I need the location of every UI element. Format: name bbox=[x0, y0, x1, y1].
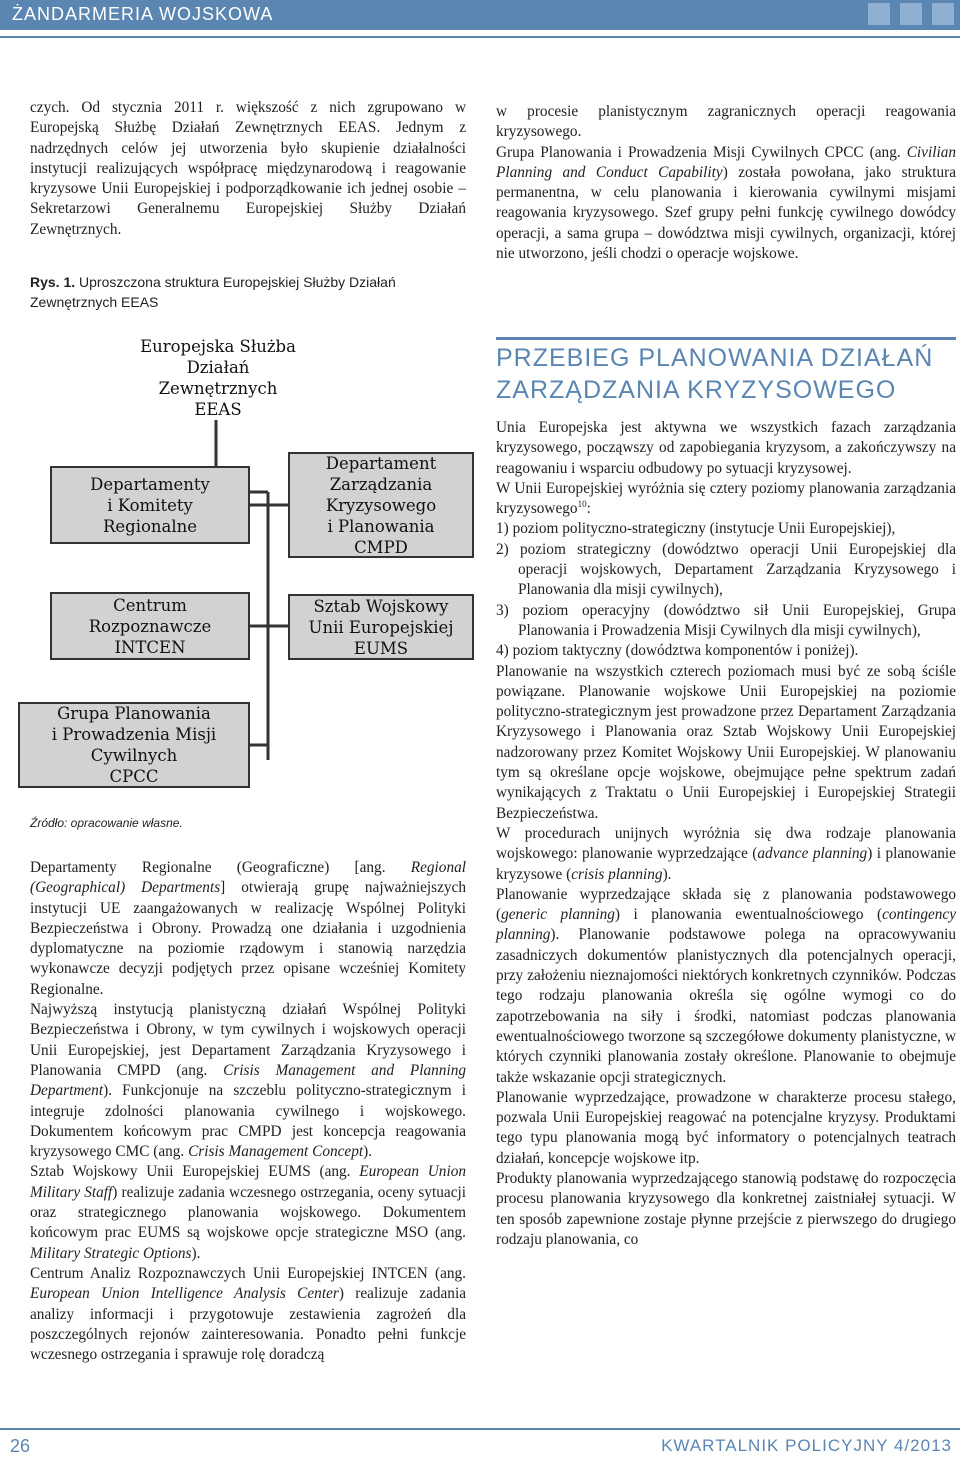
header-rule bbox=[0, 36, 960, 38]
paragraph: Planowanie wyprzedzające składa się z planowania podstawowego (generic planning) i planowania ewentualnościowego (contingency planning). Planowanie podstawowe polega na opracowywaniu zasadniczych dokumentów planistycznych dla potencjalnych operacji, przy założeniu nieznajomości niektórych konkretnych czynników. Podczas tego rodzaju planowania określa się ogólne wymogi co do zapotrzebowania na siły i środki, natomiast podczas planowania ewentualnościowego tworzone są szczegółowe dokumenty planistyczne, w których czynniki planowania zostały określone. Planowanie to obejmuje także wskazanie opcji strategicznych. bbox=[496, 885, 956, 1086]
paragraph: w procesie planistycznym zagranicznych operacji reagowania kryzysowego. bbox=[496, 103, 956, 141]
list-item: 4) poziom taktyczny (dowództwa komponentów i poniżej). bbox=[496, 642, 859, 660]
figure-caption bbox=[30, 272, 466, 312]
paragraph: Departamenty Regionalne (Geograficzne) [ang. Regional (Geographical) Departments] otwierają grupę najważniejszych instytucji UE zaangażowanych w realizację Wspólnej Polityki Bezpieczeństwa i Obrony. Prowadzą one działania i uzgodnienia dyplomatyczne na poziomie rządowym i stanowią narzędzia wykonawcze decyzji podjętych przez opisane wcześniej Komitety Regionalne. bbox=[30, 859, 466, 998]
node-eeas: Europejska Służba Działań Zewnętrznych EEAS bbox=[140, 337, 296, 419]
planning-levels-list bbox=[496, 519, 956, 661]
paragraph: Grupa Planowania i Prowadzenia Misji Cywilnych CPCC (ang. Civilian Planning and Conduct Capability) została powołana, jako struktura permanentna, w celu planowania i kierowania cywilnymi misjami reagowania kryzysowego. Szef grupy pełni funkcję cywilnego dowódcy operacji, a sama grupa – dowództwa misji cywilnych, organizacji, której nie utworzono, jeśli chodzi o operacje wojskowe. bbox=[496, 143, 956, 263]
paragraph: Najwyższą instytucją planistyczną działań Wspólnej Polityki Bezpieczeństwa i Obrony, w tym cywilnych i wojskowych operacji Unii Europejskiej, jest Departament Zarządzania Kryzysowego i Planowania CMPD (ang. Crisis Management and Planning Department). Funkcjonuje na szczeblu polityczno-strategicznym i integruje zdolności planowania cywilnego i wojskowego. Dokumentem końcowym prac CMPD jest koncepcja reagowania kryzysowego CMC (ang. Crisis Management Concept). bbox=[30, 1001, 466, 1161]
page-number: 26 bbox=[10, 1436, 31, 1456]
footer-rule bbox=[0, 1428, 960, 1430]
paragraph: W procedurach unijnych wyróżnia się dwa rodzaje planowania wojskowego: planowanie wyprzedzające (advance planning) i planowanie kryzysowe (crisis planning). bbox=[496, 824, 956, 883]
node-cpcc: Grupa Planowania i Prowadzenia Misji Cywilnych CPCC bbox=[18, 702, 250, 788]
paragraph: Unia Europejska jest aktywna we wszystkich fazach zarządzania kryzysowego, począwszy od zapobiegania kryzysom, a zakończywszy na reagowaniu i wsparciu odbudowy po sytuacji kryzysowej. bbox=[496, 419, 956, 477]
list-item: 3) poziom operacyjny (dowództwo sił Unii Europejskiej, Grupa Planowania i Prowadzenia Misji Cywilnych dla misji cywilnych), bbox=[496, 601, 956, 639]
figure-title: Uproszczona struktura Europejskiej Służby Działań Zewnętrznych EEAS bbox=[30, 274, 396, 310]
header-decor-square bbox=[932, 3, 954, 25]
node-eums: Sztab Wojskowy Unii Europejskiej EUMS bbox=[288, 594, 474, 660]
node-intcen: Centrum Rozpoznawcze INTCEN bbox=[50, 592, 250, 660]
header-band bbox=[0, 0, 960, 30]
section-title: PRZEBIEG PLANOWANIA DZIAŁAŃ ZARZĄDZANIA KRYZYSOWEGO bbox=[496, 344, 934, 404]
figure-source: Źródło: opracowanie własne. bbox=[30, 816, 183, 830]
header-title: ŻANDARMERIA WOJSKOWA bbox=[12, 4, 274, 24]
paragraph: Planowanie wyprzedzające, prowadzone w charakterze procesu stałego, pozwala Unii Europejskiej reagować na potencjalne kryzysy. Produktami tego typu planowania mogą być informatory o potencjalnych teatrach działań, koncepcje wojskowe itp. bbox=[496, 1088, 956, 1167]
paragraph: Produkty planowania wyprzedzającego stanowią podstawę do rozpoczęcia procesu planowania kryzysowego dla konkretnej zaistniałej sytuacji. W ten sposób zapewnione zostaje płynne przejście z pierwszego do drugiego rodzaju planowania, co bbox=[496, 1169, 956, 1248]
list-item: 2) poziom strategiczny (dowództwo operacji Unii Europejskiej dla operacji wojskowych, Departament Zarządzania Kryzysowego i Planowania dla misji cywilnych), bbox=[496, 540, 956, 599]
figure-label: Rys. 1. bbox=[30, 274, 76, 290]
right-column-intro bbox=[496, 102, 956, 264]
paragraph: Centrum Analiz Rozpoznawczych Unii Europejskiej INTCEN (ang. European Union Intelligence Analysis Center) realizuje zadania analizy informacji i przygotowuje zestawienia zagrożeń dla poszczególnych rejonów zainteresowania. Ponadto pełni funkcje wczesnego ostrzegania i sprawuje rolę doradczą bbox=[30, 1264, 466, 1364]
paragraph: Planowanie na wszystkich czterech poziomach musi być ze sobą ściśle powiązane. Planowanie wojskowe Unii Europejskiej na poziomie polityczno-strategicznym jest prowadzone przez Departament Zarządzania Kryzysowego i Planowania oraz Sztab Wojskowy Unii Europejskiej nadzorowany przez Komitet Wojskowy Unii Europejskiej. W planowaniu tym są określane opcje wojskowe, obejmujące pełne spektrum zadań wynikających z Traktatu o Unii Europejskiej i Europejskiej Strategii Bezpieczeństwa. bbox=[496, 662, 956, 822]
left-column-intro bbox=[30, 98, 466, 240]
footnote-ref: 10 bbox=[577, 499, 587, 510]
header-decor-square bbox=[868, 3, 890, 25]
right-column-body bbox=[496, 418, 956, 1250]
node-regional-departments: Departamenty i Komitety Regionalne bbox=[50, 466, 250, 544]
paragraph: W Unii Europejskiej wyróżnia się cztery poziomy planowania zarządzania kryzysowego$^{10}$: bbox=[496, 479, 956, 518]
left-column-body bbox=[30, 858, 466, 1365]
list-item: 1) poziom polityczno-strategiczny (instytucje Unii Europejskiej), bbox=[496, 520, 896, 538]
paragraph: czych. Od stycznia 2011 r. większość z nich zgrupowano w Europejską Służbę Działań Zewnętrznych EEAS. Jednym z nadrzędnych celów jej utworzenia było skupienie działalności instytucji realizujących współpracę międzynarodową i reagowanie kryzysowe Unii Europejskiej i podporządkowanie ich jednej osobie – Sekretarzowi Generalnemu Europejskiej Służby Działań Zewnętrznych. bbox=[30, 99, 466, 238]
journal-name: KWARTALNIK POLICYJNY 4/2013 bbox=[661, 1436, 952, 1455]
paragraph: Sztab Wojskowy Unii Europejskiej EUMS (ang. European Union Military Staff) realizuje zadania wczesnego ostrzegania, oceny sytuacji oraz strategicznego planowania wojskowego. Dokumentem końcowym prac EUMS są wojskowe opcje strategiczne MSO (ang. Military Strategic Options). bbox=[30, 1163, 466, 1262]
header-decor-square bbox=[900, 3, 922, 25]
node-cmpd: Departament Zarządzania Kryzysowego i Planowania CMPD bbox=[288, 452, 474, 558]
section-rule bbox=[496, 337, 956, 340]
